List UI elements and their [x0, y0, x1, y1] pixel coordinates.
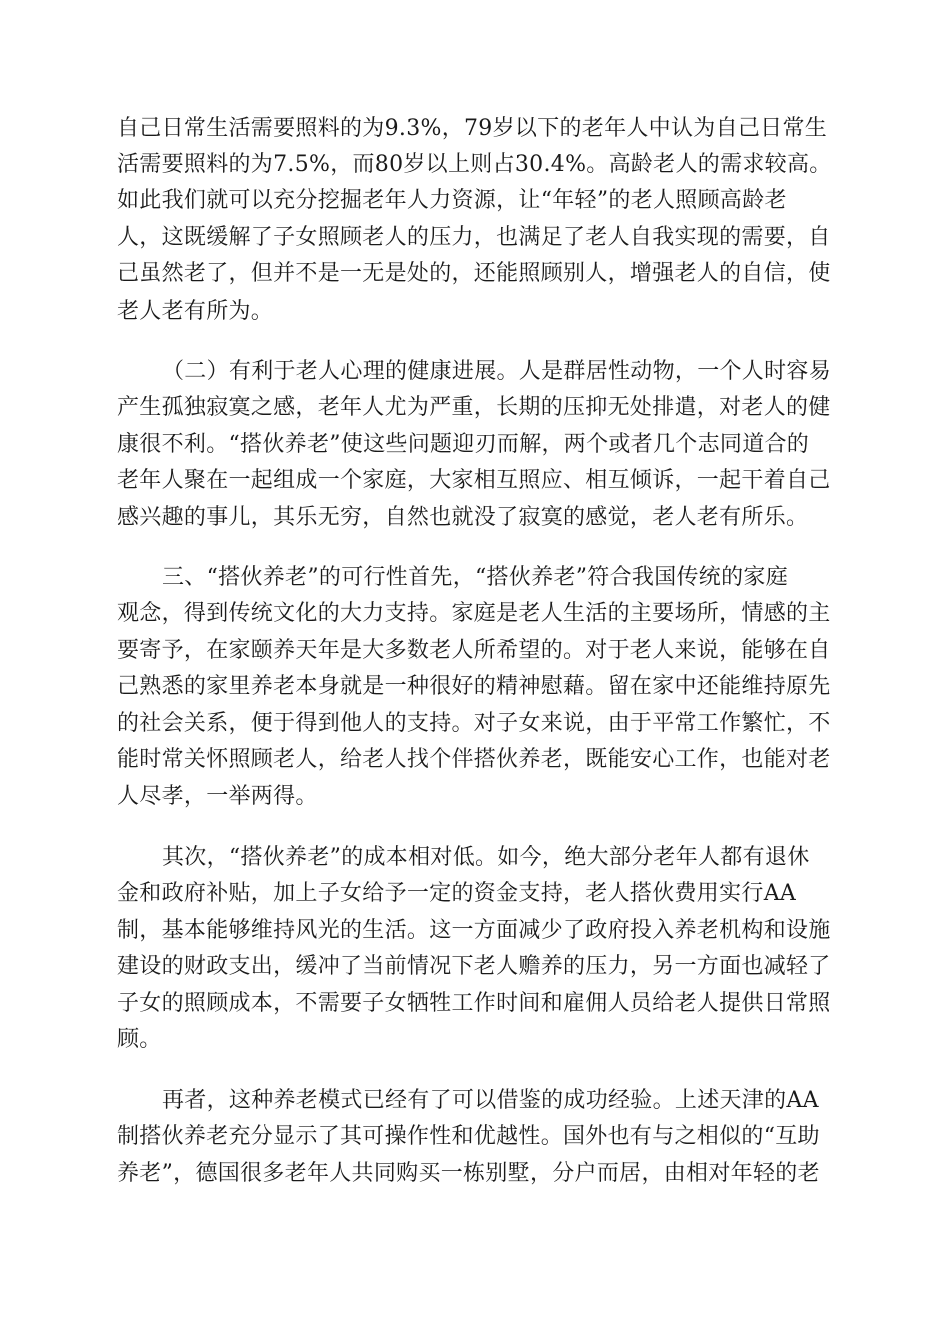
text-line: 人，这既缓解了子女照顾老人的压力，也满足了老人自我实现的需要，自 [117, 225, 831, 250]
text-line: 再者，这种养老模式已经有了可以借鉴的成功经验。上述天津的AA [162, 1088, 819, 1113]
text-line: 其次，“搭伙养老”的成本相对低。如今，绝大部分老年人都有退休 [162, 845, 810, 870]
text-line: 建设的财政支出，缓冲了当前情况下老人赡养的压力，另一方面也减轻了 [117, 954, 831, 979]
text-line: 产生孤独寂寞之感，老年人尤为严重，长期的压抑无处排遣，对老人的健 [117, 395, 831, 420]
text-line: 顾。 [117, 1027, 162, 1052]
text-line: 三、“搭伙养老”的可行性首先，“搭伙养老”符合我国传统的家庭 [162, 565, 788, 590]
text-line: 己熟悉的家里养老本身就是一种很好的精神慰藉。留在家中还能维持原先 [117, 674, 831, 699]
text-line: 如此我们就可以充分挖掘老年人力资源，让“年轻”的老人照顾高龄老 [117, 188, 787, 213]
text-line: 子女的照顾成本，不需要子女牺牲工作时间和雇佣人员给老人提供日常照 [117, 991, 831, 1016]
text-line: 自己日常生活需要照料的为9.3%，79岁以下的老年人中认为自己日常生 [117, 116, 828, 141]
text-line: 制，基本能够维持风光的生活。这一方面减少了政府投入养老机构和设施 [117, 918, 831, 943]
text-line: 养老”，德国很多老年人共同购买一栋别墅，分户而居，由相对年轻的老 [117, 1161, 820, 1186]
text-line: 的社会关系，便于得到他人的支持。对子女来说，由于平常工作繁忙，不 [117, 711, 831, 736]
text-line: 要寄予，在家颐养天年是大多数老人所希望的。对于老人来说，能够在自 [117, 638, 831, 663]
text-line: 感兴趣的事儿，其乐无穷，自然也就没了寂寞的感觉，老人老有所乐。 [117, 505, 809, 530]
text-line: 己虽然老了，但并不是一无是处的，还能照顾别人，增强老人的自信，使 [117, 261, 831, 286]
text-line: 老人老有所为。 [117, 299, 274, 324]
text-line: 制搭伙养老充分显示了其可操作性和优越性。国外也有与之相似的“互助 [117, 1124, 820, 1149]
text-line: 金和政府补贴，加上子女给予一定的资金支持，老人搭伙费用实行AA [117, 881, 797, 906]
text-line: 观念，得到传统文化的大力支持。家庭是老人生活的主要场所，情感的主 [117, 601, 831, 626]
text-line: 人尽孝，一举两得。 [117, 784, 318, 809]
text-line: （二）有利于老人心理的健康进展。人是群居性动物，一个人时容易 [162, 359, 832, 384]
text-line: 活需要照料的为7.5%，而80岁以上则占30.4%。高龄老人的需求较高。 [117, 152, 832, 177]
text-line: 能时常关怀照顾老人，给老人找个伴搭伙养老，既能安心工作，也能对老 [117, 747, 831, 772]
text-line: 老年人聚在一起组成一个家庭，大家相互照应、相互倾诉，一起干着自己 [117, 468, 831, 493]
text-line: 康很不利。“搭伙养老”使这些问题迎刃而解，两个或者几个志同道合的 [117, 432, 810, 457]
